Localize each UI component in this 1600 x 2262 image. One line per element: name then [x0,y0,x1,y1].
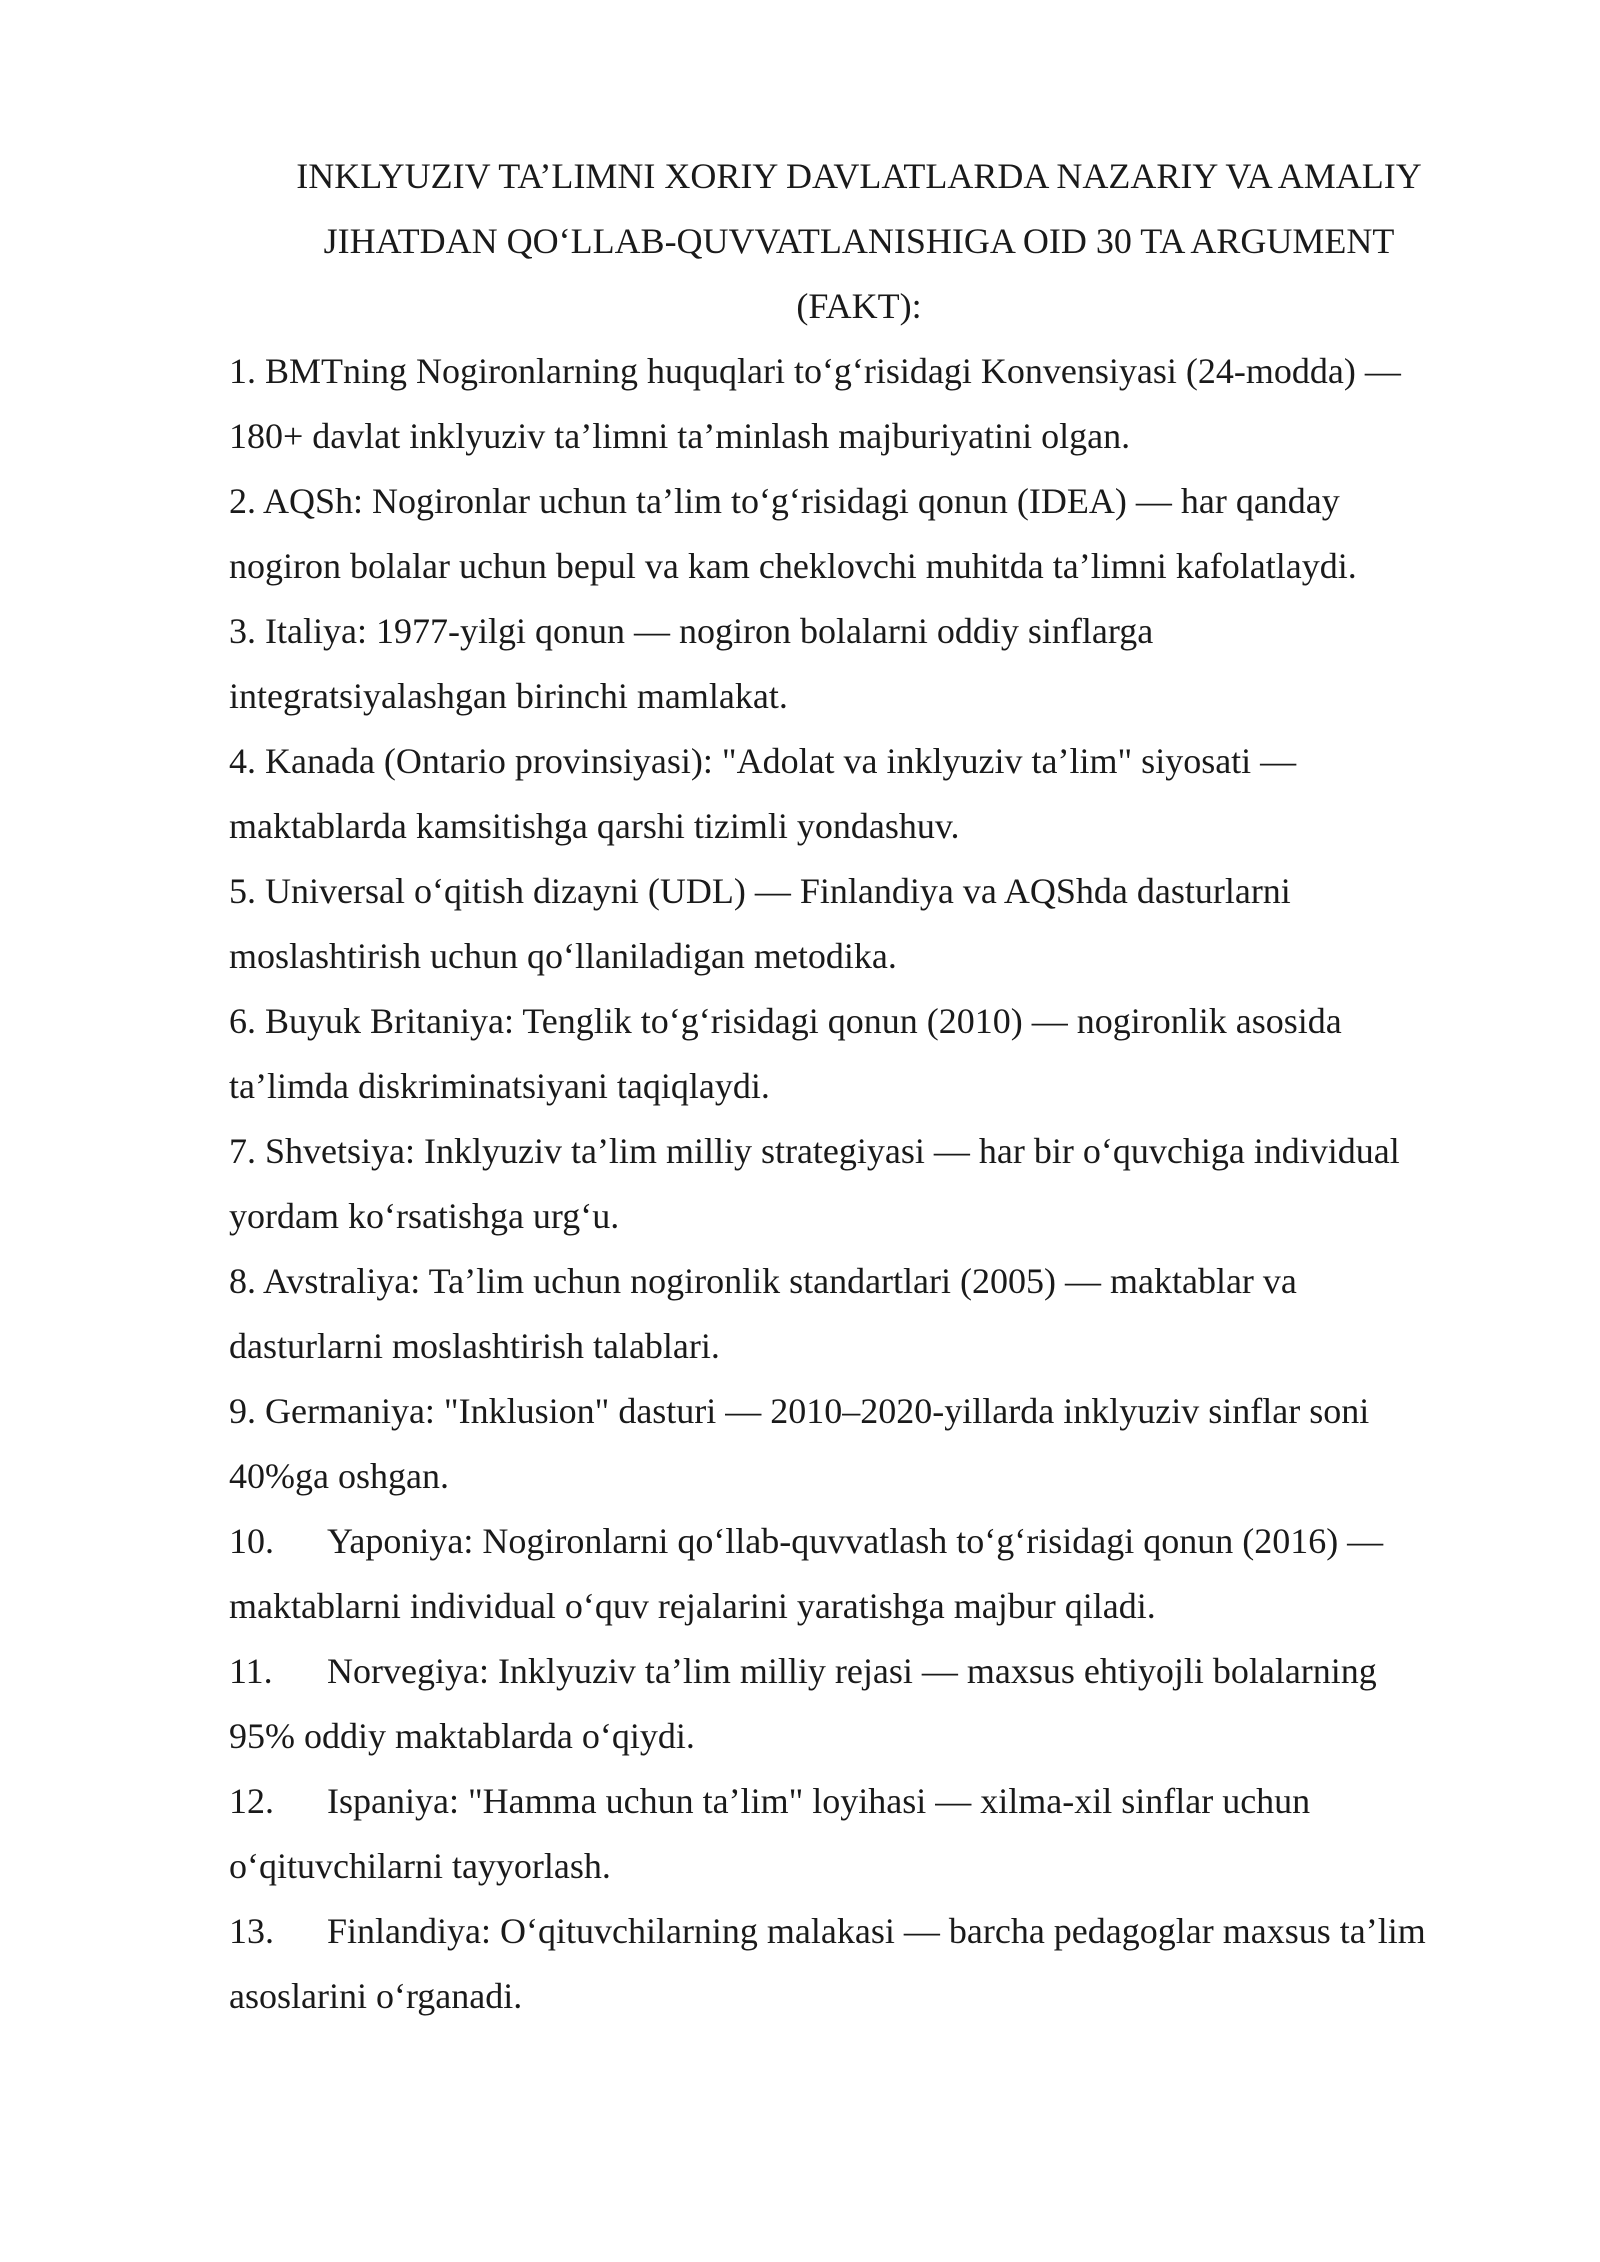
title-line-2: JIHATDAN QO‘LLAB-QUVVATLANISHIGA OID 30 TA ARGUMENT [323,221,1395,261]
item-text-continued: ta’limda diskriminatsiyani taqiqlaydi. [229,1066,770,1106]
list-item [229,599,1489,729]
argument-list [229,339,1489,2029]
item-text: Italiya: 1977-yilgi qonun — nogiron bolalarni oddiy sinflarga [265,611,1154,651]
item-number: 1. [229,351,256,391]
item-number: 10. [229,1521,274,1561]
item-text: Kanada (Ontario provinsiyasi): "Adolat va inklyuziv ta’lim" siyosati — [265,741,1297,781]
item-text: Germaniya: "Inklusion" dasturi — 2010–2020-yillarda inklyuziv sinflar soni [265,1391,1370,1431]
item-number: 3. [229,611,256,651]
item-number: 6. [229,1001,256,1041]
item-text-continued: maktablarni individual o‘quv rejalarini yaratishga majbur qiladi. [229,1586,1156,1626]
item-text: Buyuk Britaniya: Tenglik to‘g‘risidagi qonun (2010) — nogironlik asosida [265,1001,1342,1041]
item-number: 11. [229,1651,273,1691]
item-text: AQSh: Nogironlar uchun ta’lim to‘g‘risidagi qonun (IDEA) — har qanday [263,481,1340,521]
title-line-3: (FAKT): [796,286,922,326]
item-text-continued: yordam ko‘rsatishga urg‘u. [229,1196,620,1236]
list-item [229,1899,1489,2029]
item-text-continued: asoslarini o‘rganadi. [229,1976,523,2016]
title-line-1: INKLYUZIV TA’LIMNI XORIY DAVLATLARDA NAZARIY VA AMALIY [296,156,1422,196]
list-item [229,1639,1489,1769]
item-text: Norvegiya: Inklyuziv ta’lim milliy rejasi — maxsus ehtiyojli bolalarning [327,1651,1377,1691]
item-text: Universal o‘qitish dizayni (UDL) — Finlandiya va AQShda dasturlarni [265,871,1291,911]
list-item [229,1509,1489,1639]
item-text-continued: nogiron bolalar uchun bepul va kam cheklovchi muhitda ta’limni kafolatlaydi. [229,546,1357,586]
item-number: 12. [229,1781,274,1821]
list-item [229,1249,1489,1379]
item-text-continued: moslashtirish uchun qo‘llaniladigan metodika. [229,936,897,976]
list-item [229,1119,1489,1249]
document-content [229,144,1489,2029]
item-text-continued: maktablarda kamsitishga qarshi tizimli yondashuv. [229,806,960,846]
document-title [229,144,1489,339]
item-number: 7. [229,1131,256,1171]
item-text: Ispaniya: "Hamma uchun ta’lim" loyihasi — xilma-xil sinflar uchun [327,1781,1311,1821]
item-text-continued: dasturlarni moslashtirish talablari. [229,1326,720,1366]
item-text: Finlandiya: O‘qituvchilarning malakasi — barcha pedagoglar maxsus ta’lim [327,1911,1426,1951]
list-item [229,1379,1489,1509]
item-text-continued: o‘qituvchilarni tayyorlash. [229,1846,611,1886]
item-text: Yaponiya: Nogironlarni qo‘llab-quvvatlash to‘g‘risidagi qonun (2016) — [327,1521,1384,1561]
list-item [229,1769,1489,1899]
item-number: 5. [229,871,256,911]
item-text-continued: 40%ga oshgan. [229,1456,449,1496]
item-text-continued: 95% oddiy maktablarda o‘qiydi. [229,1716,695,1756]
item-text: Shvetsiya: Inklyuziv ta’lim milliy strategiyasi — har bir o‘quvchiga individual [265,1131,1400,1171]
item-number: 8. [229,1261,256,1301]
item-number: 4. [229,741,256,781]
item-text-continued: 180+ davlat inklyuziv ta’limni ta’minlash majburiyatini olgan. [229,416,1131,456]
item-number: 13. [229,1911,274,1951]
list-item [229,989,1489,1119]
list-item [229,469,1489,599]
item-number: 9. [229,1391,256,1431]
list-item [229,729,1489,859]
item-text: Avstraliya: Ta’lim uchun nogironlik standartlari (2005) — maktablar va [263,1261,1297,1301]
item-text-continued: integratsiyalashgan birinchi mamlakat. [229,676,788,716]
item-number: 2. [229,481,256,521]
item-text: BMTning Nogironlarning huquqlari to‘g‘risidagi Konvensiyasi (24-modda) — [265,351,1401,391]
list-item [229,859,1489,989]
list-item [229,339,1489,469]
